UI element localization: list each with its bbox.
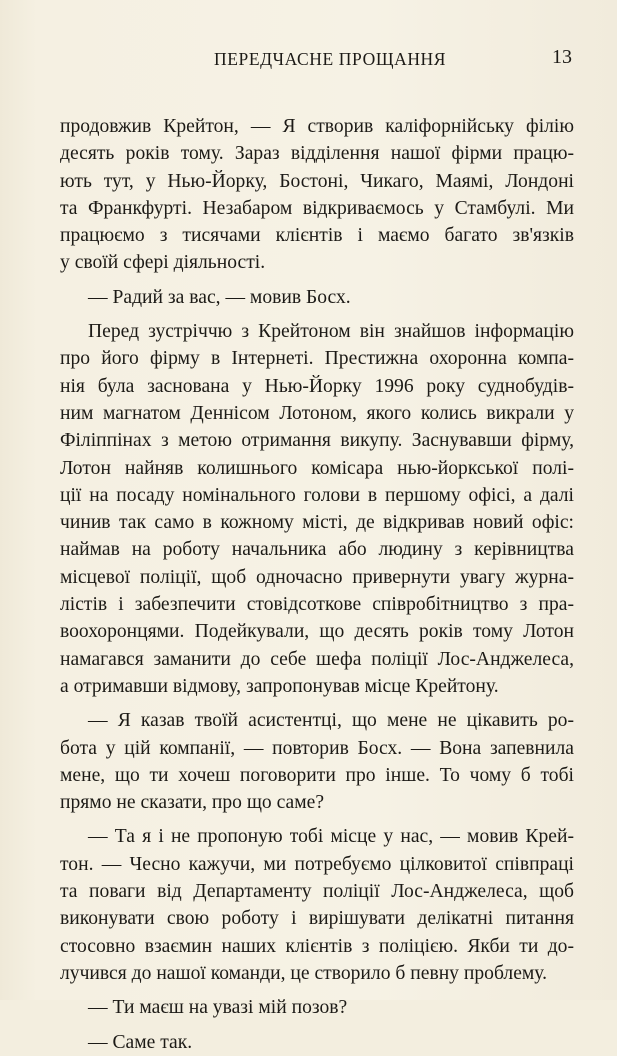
paragraph bbox=[60, 284, 574, 311]
text-line: прямо не сказати, про що саме? bbox=[60, 792, 325, 814]
text-line: десять років тому. Зараз відділення нашої фірми працю- bbox=[60, 143, 574, 165]
text-line: стосовно взаємин наших клієнтів з поліцією. Якби ти до- bbox=[60, 935, 574, 957]
text-line: воохоронцями. Подейкували, що десять років тому Лотон bbox=[60, 621, 574, 643]
text-line: ції на посаду номінального голови в першому офісі, а далі bbox=[60, 484, 574, 506]
text-line: чинив так само в кожному місті, де відкривав новий офіс: bbox=[60, 512, 574, 534]
text-line: місцевої поліції, щоб одночасно привернути увагу журна- bbox=[60, 566, 574, 588]
text-line: виконувати свою роботу і вирішувати делікатні питання bbox=[60, 908, 574, 930]
text-line: продовжив Крейтон, — Я створив каліфорнійську філію bbox=[60, 116, 574, 137]
text-line: мене, що ти хочеш поговорити про інше. То чому б тобі bbox=[60, 764, 574, 786]
text-line: та Франкфурті. Незабаром відкриваємось у Стамбулі. Ми bbox=[60, 197, 574, 219]
text-line: Перед зустріччю з Крейтоном він знайшов інформацію bbox=[88, 321, 574, 343]
text-line: у своїй сфері діяльності. bbox=[60, 252, 266, 274]
text-line: про його фірму в Інтернеті. Престижна охоронна компа- bbox=[60, 348, 574, 370]
text-line: працюємо з тисячами клієнтів і маємо багато зв'язків bbox=[60, 225, 574, 247]
text-line: — Саме так. bbox=[88, 1031, 193, 1053]
text-line: лістів і забезпечити стовідсоткове співробітництво з пра- bbox=[60, 594, 574, 616]
text-line: Філіппінах з метою отримання викупу. Заснувавши фірму, bbox=[60, 430, 574, 452]
text-line: тон. — Чесно кажучи, ми потребуємо цілковитої співпраці bbox=[60, 853, 574, 875]
page-number: 13 bbox=[552, 46, 572, 68]
text-line: намагався заманити до себе шефа поліції Лос-Анджелеса, bbox=[60, 648, 574, 670]
text-line: — Ти маєш на увазі мій позов? bbox=[88, 997, 348, 1019]
paragraph bbox=[60, 707, 574, 816]
text-line: — Та я і не пропоную тобі місце у нас, — мовив Крей- bbox=[88, 826, 574, 848]
body-text bbox=[60, 113, 574, 1056]
text-line: — Я казав твоїй асистентці, що мене не цікавить ро- bbox=[88, 710, 574, 732]
paragraph bbox=[60, 113, 574, 277]
text-line: Лотон найняв колишнього комісара нью-йоркської полі- bbox=[60, 457, 574, 479]
text-line: наймав на роботу начальника або людину з керівництва bbox=[60, 539, 574, 561]
text-line: та поваги від Департаменту поліції Лос-Анджелеса, щоб bbox=[60, 881, 574, 903]
text-line: ним магнатом Деннісом Лотоном, якого колись викрали у bbox=[60, 402, 574, 424]
text-line: нія була заснована у Нью-Йорку 1996 року суднобудів- bbox=[60, 375, 574, 397]
paragraph bbox=[60, 823, 574, 987]
text-line: лучився до нашої команди, це створило б певну проблему. bbox=[60, 962, 548, 984]
text-line: — Радий за вас, — мовив Босх. bbox=[88, 286, 351, 308]
paragraph bbox=[60, 994, 574, 1021]
text-line: бота у цій компанії, — повторив Босх. — Вона запевнила bbox=[60, 737, 574, 759]
text-line: ють тут, у Нью-Йорку, Бостоні, Чикаго, Маямі, Лондоні bbox=[60, 170, 574, 192]
paragraph bbox=[60, 1029, 574, 1056]
running-title: ПЕРЕДЧАСНЕ ПРОЩАННЯ bbox=[214, 49, 447, 69]
text-line: а отримавши відмову, запропонував місце Крейтону. bbox=[60, 675, 499, 697]
paragraph bbox=[60, 318, 574, 700]
